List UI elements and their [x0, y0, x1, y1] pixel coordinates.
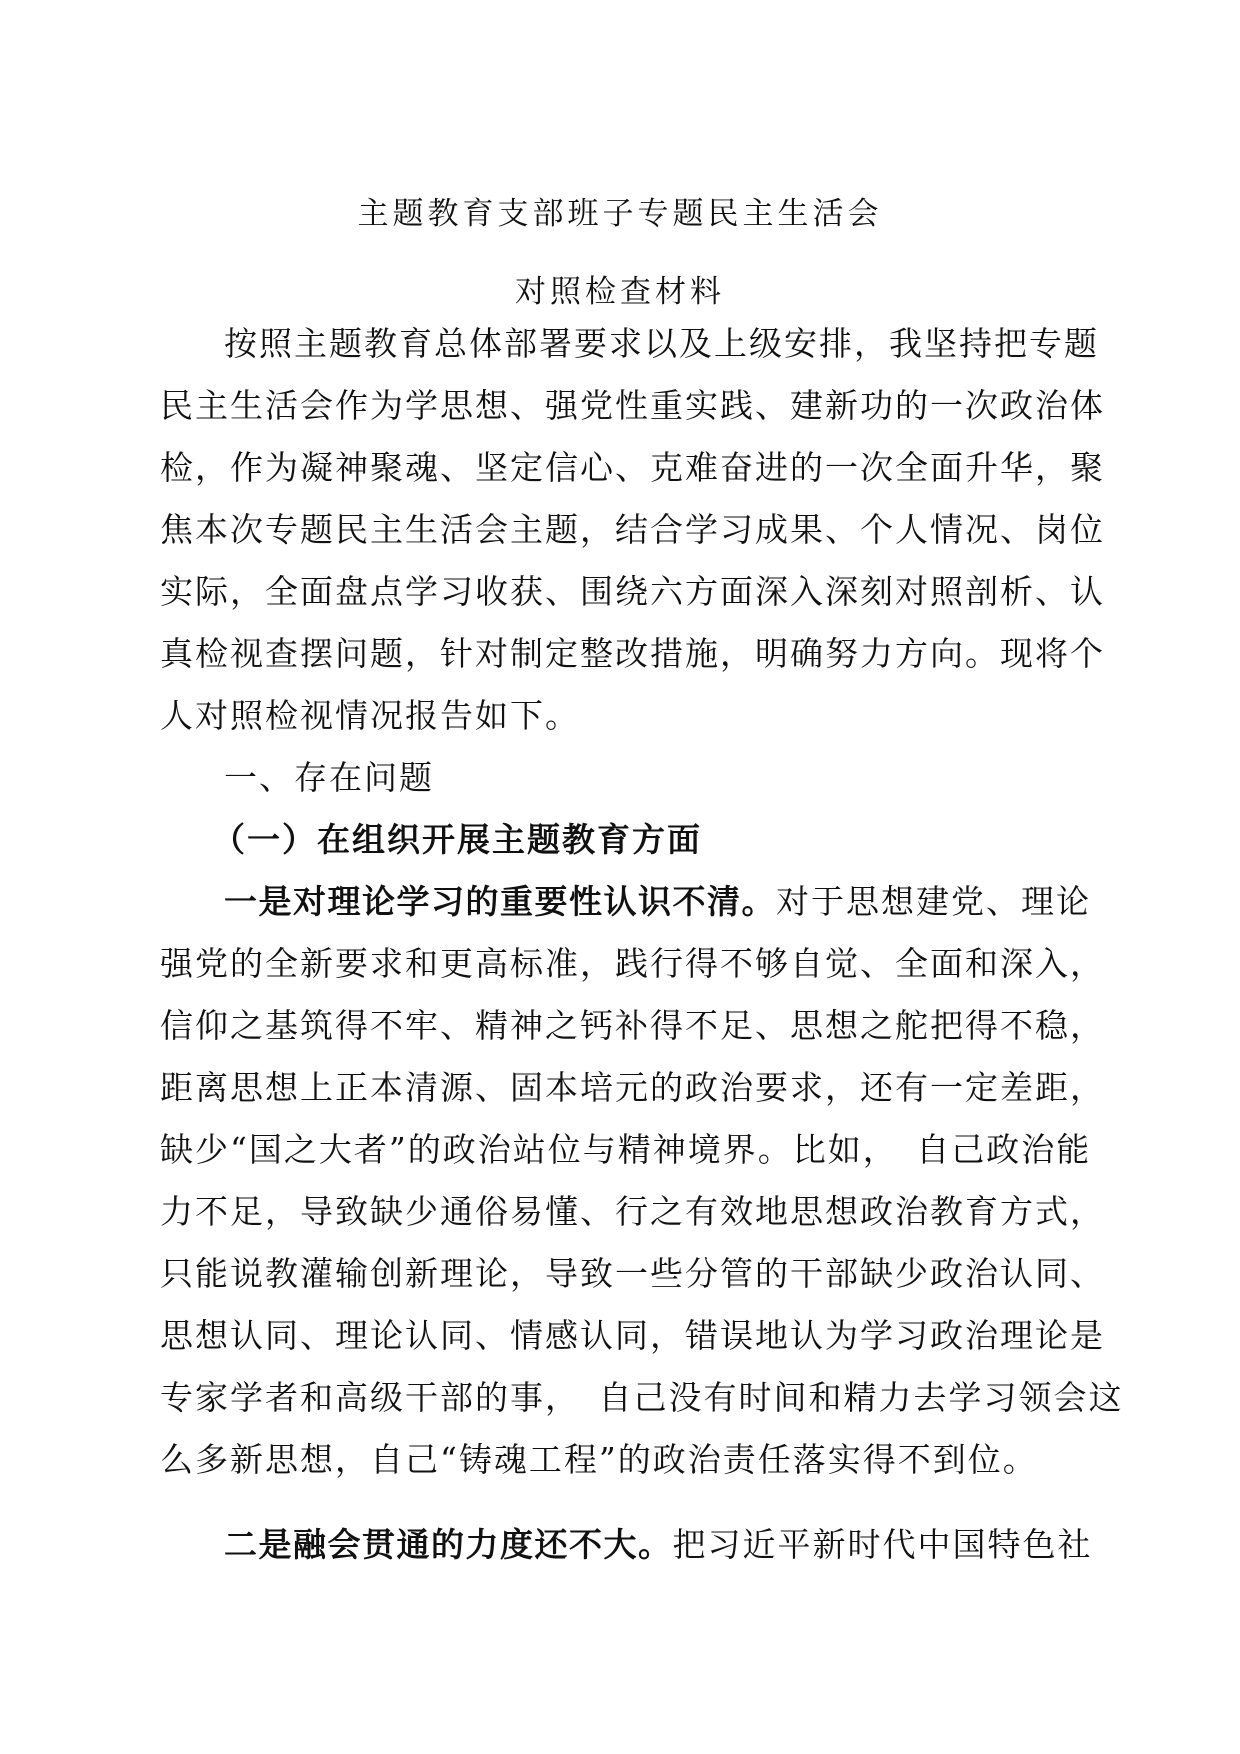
point1-first-line-rest: 对于思想建党、理论 — [776, 882, 1091, 921]
point1-line: 思想认同、理论认同、情感认同，错误地认为学习政治理论是 — [160, 1316, 1105, 1355]
intro-line: 检，作为凝神聚魂、坚定信心、克难奋进的一次全面升华，聚 — [160, 448, 1105, 487]
point2-lead: 二是融会贯通的力度还不大。 — [224, 1525, 673, 1564]
point1-line: 专家学者和高级干部的事， 自己没有时间和精力去学习领会这 — [160, 1378, 1124, 1417]
point1-line: 强党的全新要求和更高标准，践行得不够自觉、全面和深入， — [160, 944, 1105, 983]
point1-first-line — [224, 882, 1091, 922]
document-subtitle: 对照检查材料 — [515, 274, 725, 310]
intro-line: 民主生活会作为学思想、强党性重实践、建新功的一次政治体 — [160, 386, 1105, 425]
point1-line: 么多新思想，自己“铸魂工程”的政治责任落实得不到位。 — [160, 1440, 1038, 1479]
document-title: 主题教育支部班子专题民主生活会 — [357, 196, 883, 232]
intro-line: 实际，全面盘点学习收获、围绕六方面深入深刻对照剖析、认 — [160, 572, 1105, 611]
intro-line: 人对照检视情况报告如下。 — [160, 696, 580, 735]
intro-line: 焦本次专题民主生活会主题，结合学习成果、个人情况、岗位 — [160, 510, 1105, 549]
point2-first-line-rest: 把习近平新时代中国特色社 — [672, 1525, 1093, 1564]
point1-line: 信仰之基筑得不牢、精神之钙补得不足、思想之舵把得不稳， — [160, 1006, 1105, 1045]
point1-line: 缺少“国之大者”的政治站位与精神境界。比如， 自己政治能 — [160, 1130, 1092, 1169]
subsection-heading: （一）在组织开展主题教育方面 — [212, 820, 702, 859]
point1-line: 只能说教灌输创新理论，导致一些分管的干部缺少政治认同、 — [160, 1254, 1105, 1293]
point1-line: 距离思想上正本清源、固本培元的政治要求，还有一定差距， — [160, 1068, 1105, 1107]
point2-first-line — [224, 1525, 1093, 1565]
intro-line: 按照主题教育总体部署要求以及上级安排，我坚持把专题 — [224, 324, 1099, 363]
intro-line: 真检视查摆问题，针对制定整改措施，明确努力方向。现将个 — [160, 634, 1105, 673]
section-heading: 一、存在问题 — [224, 758, 434, 797]
point1-line: 力不足，导致缺少通俗易懂、行之有效地思想政治教育方式， — [160, 1192, 1105, 1231]
point1-lead: 一是对理论学习的重要性认识不清。 — [224, 882, 776, 921]
